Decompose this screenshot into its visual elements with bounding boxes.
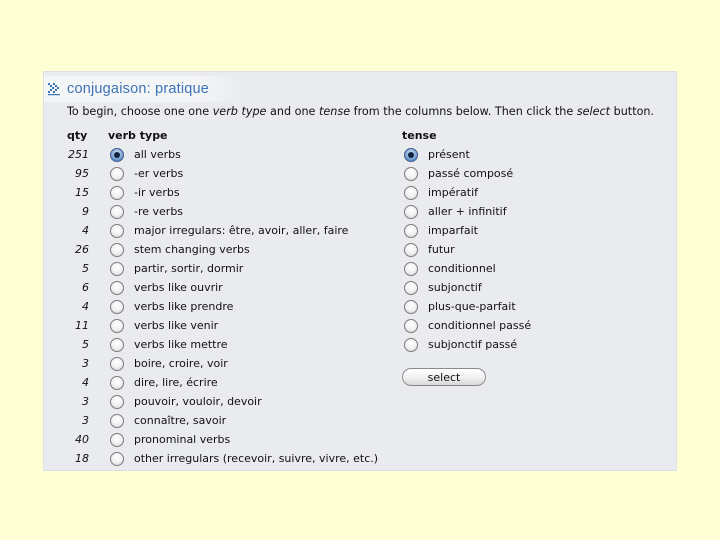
verb-qty: 11 bbox=[75, 319, 89, 332]
instructions-tense: tense bbox=[319, 105, 351, 118]
verb-type-radio[interactable] bbox=[110, 300, 124, 314]
tense-label: plus-que-parfait bbox=[428, 300, 516, 313]
tense-option[interactable] bbox=[404, 145, 470, 164]
tense-label: subjonctif bbox=[428, 281, 482, 294]
verb-type-radio[interactable] bbox=[110, 186, 124, 200]
verb-type-radio[interactable] bbox=[110, 319, 124, 333]
verb-type-radio[interactable] bbox=[110, 281, 124, 295]
tense-radio[interactable] bbox=[404, 262, 418, 276]
verb-type-label: verbs like venir bbox=[134, 319, 219, 332]
verb-type-header: verb type bbox=[108, 129, 168, 142]
tense-radio[interactable] bbox=[404, 338, 418, 352]
verb-type-label: dire, lire, écrire bbox=[134, 376, 218, 389]
verb-type-label: all verbs bbox=[134, 148, 181, 161]
verb-qty: 3 bbox=[82, 414, 89, 427]
conjugation-panel bbox=[43, 71, 677, 471]
tense-option[interactable] bbox=[404, 183, 478, 202]
verb-qty: 5 bbox=[82, 262, 89, 275]
verb-qty: 3 bbox=[82, 395, 89, 408]
verb-qty: 95 bbox=[75, 167, 89, 180]
verb-type-label: verbs like prendre bbox=[134, 300, 234, 313]
verb-qty: 4 bbox=[82, 376, 89, 389]
tense-label: aller + infinitif bbox=[428, 205, 507, 218]
tense-option[interactable] bbox=[404, 297, 516, 316]
verb-type-radio[interactable] bbox=[110, 224, 124, 238]
verb-type-radio[interactable] bbox=[110, 433, 124, 447]
verb-qty: 15 bbox=[75, 186, 89, 199]
tense-radio[interactable] bbox=[404, 167, 418, 181]
verb-qty: 40 bbox=[75, 433, 89, 446]
verb-type-option[interactable] bbox=[110, 411, 226, 430]
verb-type-option[interactable] bbox=[110, 259, 243, 278]
verb-type-option[interactable] bbox=[110, 221, 348, 240]
verb-type-label: major irregulars: être, avoir, aller, faire bbox=[134, 224, 349, 237]
tense-option[interactable] bbox=[404, 202, 507, 221]
tense-label: imparfait bbox=[428, 224, 478, 237]
verb-qty: 3 bbox=[82, 357, 89, 370]
chevron-stack-icon bbox=[47, 81, 63, 97]
tense-radio[interactable] bbox=[404, 300, 418, 314]
tense-option[interactable] bbox=[404, 221, 478, 240]
verb-type-label: stem changing verbs bbox=[134, 243, 250, 256]
verb-type-label: -er verbs bbox=[134, 167, 184, 180]
verb-type-label: other irregulars (recevoir, suivre, vivre, etc.) bbox=[134, 452, 379, 465]
verb-type-label: pouvoir, vouloir, devoir bbox=[134, 395, 262, 408]
tense-label: conditionnel passé bbox=[428, 319, 532, 332]
tense-radio[interactable] bbox=[404, 319, 418, 333]
verb-type-option[interactable] bbox=[110, 316, 218, 335]
instructions-text: from the columns below. Then click the bbox=[350, 105, 577, 118]
verb-type-radio[interactable] bbox=[110, 376, 124, 390]
tense-option[interactable] bbox=[404, 316, 531, 335]
verb-qty: 4 bbox=[82, 300, 89, 313]
verb-type-radio[interactable] bbox=[110, 395, 124, 409]
tense-option[interactable] bbox=[404, 278, 482, 297]
verb-type-option[interactable] bbox=[110, 430, 230, 449]
verb-type-label: pronominal verbs bbox=[134, 433, 231, 446]
verb-type-label: partir, sortir, dormir bbox=[134, 262, 244, 275]
instructions-verb-type: verb type bbox=[212, 105, 267, 118]
select-button[interactable]: select bbox=[402, 368, 486, 386]
page-title: conjugaison: pratique bbox=[67, 81, 210, 97]
verb-type-label: verbs like mettre bbox=[134, 338, 228, 351]
tense-radio[interactable] bbox=[404, 281, 418, 295]
verb-type-option[interactable] bbox=[110, 392, 262, 411]
verb-type-option[interactable] bbox=[110, 145, 181, 164]
verb-type-radio[interactable] bbox=[110, 357, 124, 371]
verb-qty: 26 bbox=[75, 243, 89, 256]
tense-label: présent bbox=[428, 148, 470, 161]
verb-type-label: verbs like ouvrir bbox=[134, 281, 223, 294]
tense-option[interactable] bbox=[404, 335, 517, 354]
tense-label: subjonctif passé bbox=[428, 338, 518, 351]
instructions-text: To begin, choose one one bbox=[67, 105, 213, 118]
tense-label: passé composé bbox=[428, 167, 514, 180]
verb-type-radio[interactable] bbox=[110, 167, 124, 181]
verb-type-option[interactable] bbox=[110, 278, 223, 297]
verb-qty: 4 bbox=[82, 224, 89, 237]
instructions bbox=[67, 105, 654, 118]
verb-qty: 9 bbox=[82, 205, 89, 218]
instructions-text: and one bbox=[266, 105, 319, 118]
verb-type-label: connaître, savoir bbox=[134, 414, 227, 427]
tense-label: futur bbox=[428, 243, 455, 256]
verb-qty: 5 bbox=[82, 338, 89, 351]
tense-radio[interactable] bbox=[404, 205, 418, 219]
verb-type-radio[interactable] bbox=[110, 262, 124, 276]
tense-option[interactable] bbox=[404, 259, 496, 278]
verb-type-radio[interactable] bbox=[110, 243, 124, 257]
tense-radio[interactable] bbox=[404, 224, 418, 238]
tense-option[interactable] bbox=[404, 240, 455, 259]
title-bar bbox=[44, 76, 244, 102]
verb-type-option[interactable] bbox=[110, 240, 250, 259]
verb-type-label: -re verbs bbox=[134, 205, 184, 218]
verb-type-radio[interactable] bbox=[110, 148, 124, 162]
tense-radio[interactable] bbox=[404, 148, 418, 162]
verb-type-radio[interactable] bbox=[110, 414, 124, 428]
verb-type-radio[interactable] bbox=[110, 338, 124, 352]
verb-type-option[interactable] bbox=[110, 202, 183, 221]
instructions-select: select bbox=[576, 105, 611, 118]
verb-type-radio[interactable] bbox=[110, 452, 124, 466]
verb-type-option[interactable] bbox=[110, 354, 228, 373]
verb-type-radio[interactable] bbox=[110, 205, 124, 219]
verb-type-option[interactable] bbox=[110, 449, 378, 468]
tense-label: conditionnel bbox=[428, 262, 496, 275]
tense-radio[interactable] bbox=[404, 186, 418, 200]
instructions-text: button. bbox=[610, 105, 655, 118]
verb-type-label: boire, croire, voir bbox=[134, 357, 228, 370]
verb-qty: 6 bbox=[82, 281, 89, 294]
verb-type-option[interactable] bbox=[110, 183, 180, 202]
tense-option[interactable] bbox=[404, 164, 513, 183]
verb-qty: 251 bbox=[68, 148, 89, 161]
verb-type-option[interactable] bbox=[110, 373, 218, 392]
verb-type-option[interactable] bbox=[110, 164, 183, 183]
verb-qty: 18 bbox=[75, 452, 89, 465]
verb-type-option[interactable] bbox=[110, 297, 233, 316]
verb-type-option[interactable] bbox=[110, 335, 228, 354]
tense-label: impératif bbox=[428, 186, 479, 199]
tense-header: tense bbox=[402, 129, 437, 142]
tense-radio[interactable] bbox=[404, 243, 418, 257]
verb-type-label: -ir verbs bbox=[134, 186, 180, 199]
qty-header: qty bbox=[67, 129, 88, 142]
